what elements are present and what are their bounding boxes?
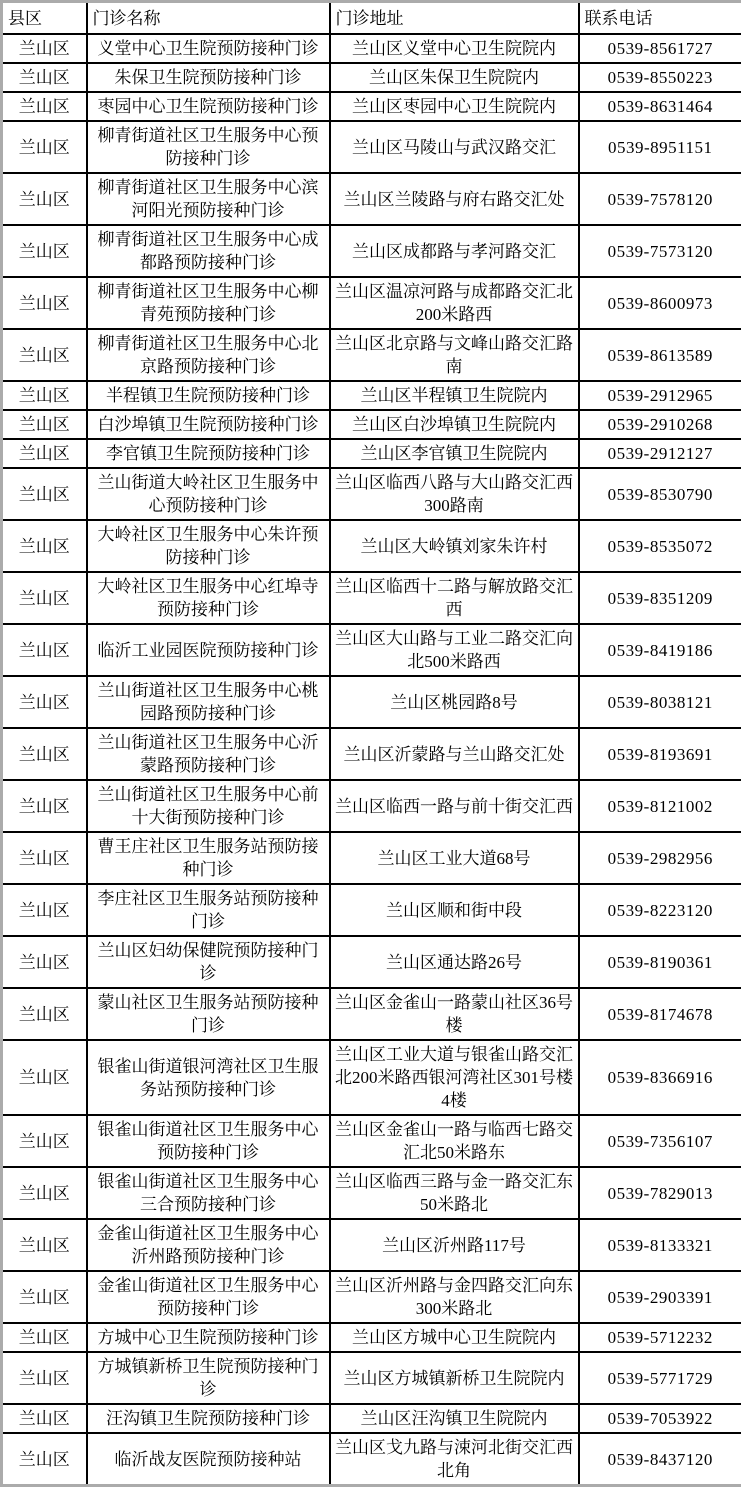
- district-cell: 兰山区: [2, 34, 87, 63]
- clinic-address-cell: 兰山区枣园中心卫生院院内: [330, 92, 579, 121]
- district-cell: 兰山区: [2, 1115, 87, 1167]
- table-row: [2, 1040, 741, 1115]
- clinic-name-cell: 兰山街道社区卫生服务中心前十大街预防接种门诊: [87, 780, 330, 832]
- clinic-address-cell: 兰山区金雀山一路蒙山社区36号楼: [330, 988, 579, 1040]
- phone-cell: 0539-8223120: [579, 884, 741, 936]
- clinic-address-cell: 兰山区临西八路与大山路交汇西300路南: [330, 468, 579, 520]
- district-cell: 兰山区: [2, 728, 87, 780]
- clinic-name-cell: 银雀山街道社区卫生服务中心预防接种门诊: [87, 1115, 330, 1167]
- clinic-name-cell: 金雀山街道社区卫生服务中心沂州路预防接种门诊: [87, 1219, 330, 1271]
- district-cell: 兰山区: [2, 1433, 87, 1486]
- district-cell: 兰山区: [2, 381, 87, 410]
- phone-cell: 0539-8437120: [579, 1433, 741, 1486]
- column-header-clinic-address: 门诊地址: [330, 2, 579, 35]
- clinic-address-cell: 兰山区义堂中心卫生院院内: [330, 34, 579, 63]
- clinic-name-cell: 柳青街道社区卫生服务中心柳青苑预防接种门诊: [87, 277, 330, 329]
- phone-cell: 0539-7356107: [579, 1115, 741, 1167]
- phone-cell: 0539-2982956: [579, 832, 741, 884]
- clinic-name-cell: 临沂战友医院预防接种站: [87, 1433, 330, 1486]
- district-cell: 兰山区: [2, 676, 87, 728]
- phone-cell: 0539-5712232: [579, 1323, 741, 1352]
- clinic-name-cell: 蒙山社区卫生服务站预防接种门诊: [87, 988, 330, 1040]
- phone-cell: 0539-8190361: [579, 936, 741, 988]
- table-row: [2, 173, 741, 225]
- table-row: [2, 624, 741, 676]
- clinic-address-cell: 兰山区通达路26号: [330, 936, 579, 988]
- clinic-name-cell: 枣园中心卫生院预防接种门诊: [87, 92, 330, 121]
- clinic-name-cell: 银雀山街道银河湾社区卫生服务站预防接种门诊: [87, 1040, 330, 1115]
- district-cell: 兰山区: [2, 92, 87, 121]
- phone-cell: 0539-7053922: [579, 1404, 741, 1433]
- clinic-address-cell: 兰山区桃园路8号: [330, 676, 579, 728]
- district-cell: 兰山区: [2, 225, 87, 277]
- table-row: [2, 225, 741, 277]
- phone-cell: 0539-8121002: [579, 780, 741, 832]
- clinic-name-cell: 大岭社区卫生服务中心红埠寺预防接种门诊: [87, 572, 330, 624]
- table-row: [2, 63, 741, 92]
- clinic-address-cell: 兰山区李官镇卫生院院内: [330, 439, 579, 468]
- table-row: [2, 988, 741, 1040]
- phone-cell: 0539-8366916: [579, 1040, 741, 1115]
- table-row: [2, 676, 741, 728]
- clinic-address-cell: 兰山区顺和街中段: [330, 884, 579, 936]
- clinic-name-cell: 李庄社区卫生服务站预防接种门诊: [87, 884, 330, 936]
- phone-cell: 0539-2912965: [579, 381, 741, 410]
- phone-cell: 0539-8193691: [579, 728, 741, 780]
- clinic-address-cell: 兰山区临西三路与金一路交汇东50米路北: [330, 1167, 579, 1219]
- table-row: [2, 1271, 741, 1323]
- table-row: [2, 572, 741, 624]
- phone-cell: 0539-8419186: [579, 624, 741, 676]
- table-row: [2, 439, 741, 468]
- district-cell: 兰山区: [2, 572, 87, 624]
- clinic-address-cell: 兰山区大山路与工业二路交汇向北500米路西: [330, 624, 579, 676]
- phone-cell: 0539-8600973: [579, 277, 741, 329]
- phone-cell: 0539-8530790: [579, 468, 741, 520]
- table-row: [2, 329, 741, 381]
- column-header-district: 县区: [2, 2, 87, 35]
- table-row: [2, 884, 741, 936]
- clinic-name-cell: 临沂工业园医院预防接种门诊: [87, 624, 330, 676]
- phone-cell: 0539-7829013: [579, 1167, 741, 1219]
- phone-cell: 0539-5771729: [579, 1352, 741, 1404]
- district-cell: 兰山区: [2, 884, 87, 936]
- phone-cell: 0539-2903391: [579, 1271, 741, 1323]
- phone-cell: 0539-8631464: [579, 92, 741, 121]
- table-row: [2, 381, 741, 410]
- clinic-name-cell: 兰山街道社区卫生服务中心沂蒙路预防接种门诊: [87, 728, 330, 780]
- district-cell: 兰山区: [2, 1404, 87, 1433]
- phone-cell: 0539-8561727: [579, 34, 741, 63]
- clinic-address-cell: 兰山区金雀山一路与临西七路交汇北50米路东: [330, 1115, 579, 1167]
- table-row: [2, 34, 741, 63]
- clinic-name-cell: 义堂中心卫生院预防接种门诊: [87, 34, 330, 63]
- table-row: [2, 277, 741, 329]
- clinic-address-cell: 兰山区温凉河路与成都路交汇北200米路西: [330, 277, 579, 329]
- district-cell: 兰山区: [2, 520, 87, 572]
- clinic-name-cell: 大岭社区卫生服务中心朱许预防接种门诊: [87, 520, 330, 572]
- district-cell: 兰山区: [2, 329, 87, 381]
- district-cell: 兰山区: [2, 780, 87, 832]
- column-header-clinic-name: 门诊名称: [87, 2, 330, 35]
- clinic-name-cell: 李官镇卫生院预防接种门诊: [87, 439, 330, 468]
- table-row: [2, 520, 741, 572]
- table-body: [2, 34, 741, 1486]
- clinic-address-cell: 兰山区沂州路与金四路交汇向东300米路北: [330, 1271, 579, 1323]
- clinic-address-cell: 兰山区沂州路117号: [330, 1219, 579, 1271]
- district-cell: 兰山区: [2, 1271, 87, 1323]
- district-cell: 兰山区: [2, 468, 87, 520]
- table-row: [2, 468, 741, 520]
- clinic-address-cell: 兰山区方城镇新桥卫生院院内: [330, 1352, 579, 1404]
- district-cell: 兰山区: [2, 1352, 87, 1404]
- clinic-address-cell: 兰山区工业大道68号: [330, 832, 579, 884]
- table-row: [2, 1404, 741, 1433]
- clinic-address-cell: 兰山区戈九路与涑河北街交汇西北角: [330, 1433, 579, 1486]
- district-cell: 兰山区: [2, 988, 87, 1040]
- district-cell: 兰山区: [2, 936, 87, 988]
- clinic-name-cell: 白沙埠镇卫生院预防接种门诊: [87, 410, 330, 439]
- district-cell: 兰山区: [2, 1040, 87, 1115]
- table-header: [2, 2, 741, 35]
- clinic-address-cell: 兰山区临西一路与前十街交汇西: [330, 780, 579, 832]
- clinic-name-cell: 方城中心卫生院预防接种门诊: [87, 1323, 330, 1352]
- district-cell: 兰山区: [2, 277, 87, 329]
- district-cell: 兰山区: [2, 173, 87, 225]
- table-row: [2, 1115, 741, 1167]
- phone-cell: 0539-2912127: [579, 439, 741, 468]
- district-cell: 兰山区: [2, 1323, 87, 1352]
- clinic-name-cell: 朱保卫生院预防接种门诊: [87, 63, 330, 92]
- phone-cell: 0539-8951151: [579, 121, 741, 173]
- clinic-address-cell: 兰山区成都路与孝河路交汇: [330, 225, 579, 277]
- clinic-address-cell: 兰山区工业大道与银雀山路交汇北200米路西银河湾社区301号楼4楼: [330, 1040, 579, 1115]
- table-row: [2, 1323, 741, 1352]
- column-header-phone: 联系电话: [579, 2, 741, 35]
- table-row: [2, 1352, 741, 1404]
- table-row: [2, 1167, 741, 1219]
- phone-cell: 0539-8550223: [579, 63, 741, 92]
- clinic-address-cell: 兰山区沂蒙路与兰山路交汇处: [330, 728, 579, 780]
- clinic-address-cell: 兰山区兰陵路与府右路交汇处: [330, 173, 579, 225]
- clinic-address-cell: 兰山区白沙埠镇卫生院院内: [330, 410, 579, 439]
- phone-cell: 0539-8535072: [579, 520, 741, 572]
- clinic-address-cell: 兰山区马陵山与武汉路交汇: [330, 121, 579, 173]
- phone-cell: 0539-8351209: [579, 572, 741, 624]
- clinic-name-cell: 曹王庄社区卫生服务站预防接种门诊: [87, 832, 330, 884]
- phone-cell: 0539-7578120: [579, 173, 741, 225]
- clinic-address-cell: 兰山区汪沟镇卫生院院内: [330, 1404, 579, 1433]
- table-row: [2, 92, 741, 121]
- clinic-name-cell: 柳青街道社区卫生服务中心预防接种门诊: [87, 121, 330, 173]
- clinic-address-cell: 兰山区朱保卫生院院内: [330, 63, 579, 92]
- table-row: [2, 728, 741, 780]
- clinic-name-cell: 兰山街道社区卫生服务中心桃园路预防接种门诊: [87, 676, 330, 728]
- clinic-name-cell: 兰山区妇幼保健院预防接种门诊: [87, 936, 330, 988]
- table-row: [2, 1219, 741, 1271]
- clinic-address-cell: 兰山区半程镇卫生院院内: [330, 381, 579, 410]
- clinic-name-cell: 银雀山街道社区卫生服务中心三合预防接种门诊: [87, 1167, 330, 1219]
- clinic-name-cell: 兰山街道大岭社区卫生服务中心预防接种门诊: [87, 468, 330, 520]
- clinic-name-cell: 金雀山街道社区卫生服务中心预防接种门诊: [87, 1271, 330, 1323]
- district-cell: 兰山区: [2, 832, 87, 884]
- district-cell: 兰山区: [2, 439, 87, 468]
- table-row: [2, 121, 741, 173]
- header-row: [2, 2, 741, 35]
- clinic-name-cell: 汪沟镇卫生院预防接种门诊: [87, 1404, 330, 1433]
- table-row: [2, 832, 741, 884]
- clinic-address-cell: 兰山区北京路与文峰山路交汇路南: [330, 329, 579, 381]
- district-cell: 兰山区: [2, 624, 87, 676]
- table-row: [2, 780, 741, 832]
- clinic-name-cell: 柳青街道社区卫生服务中心北京路预防接种门诊: [87, 329, 330, 381]
- phone-cell: 0539-8613589: [579, 329, 741, 381]
- phone-cell: 0539-7573120: [579, 225, 741, 277]
- phone-cell: 0539-8174678: [579, 988, 741, 1040]
- phone-cell: 0539-2910268: [579, 410, 741, 439]
- phone-cell: 0539-8038121: [579, 676, 741, 728]
- clinic-address-cell: 兰山区临西十二路与解放路交汇西: [330, 572, 579, 624]
- district-cell: 兰山区: [2, 63, 87, 92]
- table-row: [2, 410, 741, 439]
- clinic-name-cell: 方城镇新桥卫生院预防接种门诊: [87, 1352, 330, 1404]
- clinic-address-cell: 兰山区方城中心卫生院院内: [330, 1323, 579, 1352]
- clinic-address-cell: 兰山区大岭镇刘家朱许村: [330, 520, 579, 572]
- district-cell: 兰山区: [2, 1219, 87, 1271]
- phone-cell: 0539-8133321: [579, 1219, 741, 1271]
- table-row: [2, 936, 741, 988]
- district-cell: 兰山区: [2, 121, 87, 173]
- district-cell: 兰山区: [2, 1167, 87, 1219]
- table-row: [2, 1433, 741, 1486]
- clinic-name-cell: 柳青街道社区卫生服务中心成都路预防接种门诊: [87, 225, 330, 277]
- district-cell: 兰山区: [2, 410, 87, 439]
- clinic-name-cell: 半程镇卫生院预防接种门诊: [87, 381, 330, 410]
- clinic-name-cell: 柳青街道社区卫生服务中心滨河阳光预防接种门诊: [87, 173, 330, 225]
